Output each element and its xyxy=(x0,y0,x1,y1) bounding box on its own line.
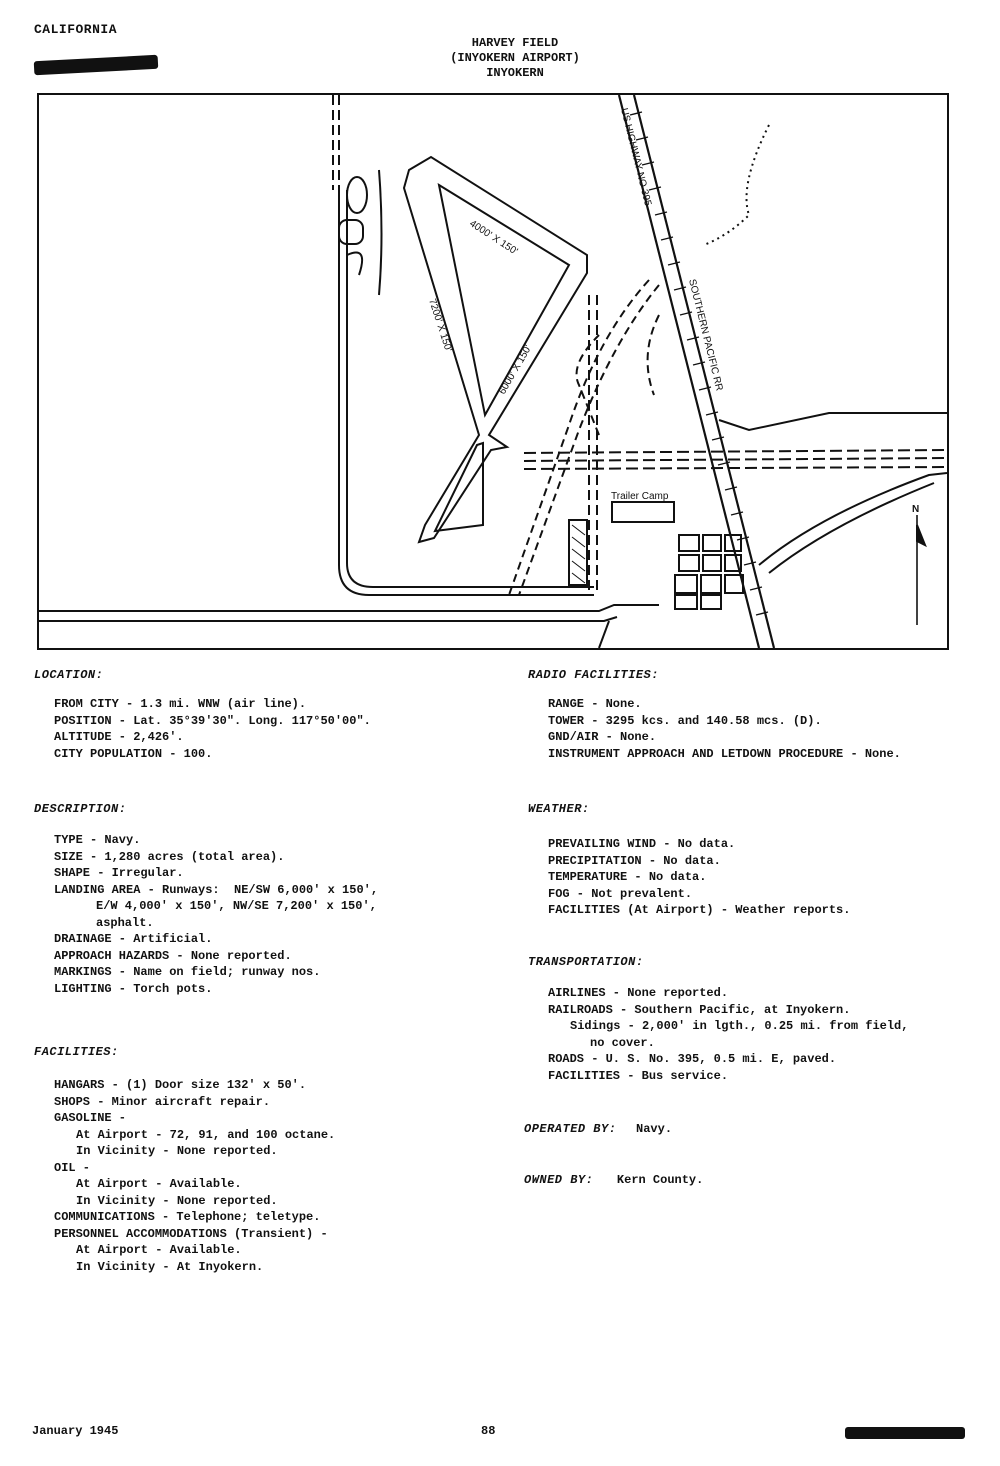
facilities-line: At Airport - Available. xyxy=(76,1177,242,1191)
location-line: FROM CITY - 1.3 mi. WNW (air line). xyxy=(54,697,307,711)
radio-line: INSTRUMENT APPROACH AND LETDOWN PROCEDURE - None. xyxy=(548,746,901,761)
weather-line: TEMPERATURE - No data. xyxy=(548,870,707,884)
description-line: E/W 4,000' x 150', NW/SE 7,200' x 150', xyxy=(96,899,377,913)
description-line: MARKINGS - Name on field; runway nos. xyxy=(54,965,321,979)
transportation-line: Sidings - 2,000' in lgth., 0.25 mi. from field, xyxy=(570,1019,909,1033)
state-heading: CALIFORNIA xyxy=(34,22,118,37)
description-line: LANDING AREA - Runways: NE/SW 6,000' x 150', xyxy=(54,882,379,897)
transportation-line: ROADS - U. S. No. 395, 0.5 mi. E, paved. xyxy=(548,1052,837,1066)
facilities-line: In Vicinity - None reported. xyxy=(76,1144,278,1158)
facilities-line: HANGARS - (1) Door size 132' x 50'. xyxy=(54,1078,307,1092)
radio-line: RANGE - None. xyxy=(548,697,642,711)
page-number: 88 xyxy=(481,1424,496,1438)
radio-line: TOWER - 3295 kcs. and 140.58 mcs. (D). xyxy=(548,713,822,728)
runway-label-nwse: 7200' X 150' xyxy=(426,297,454,354)
weather-line: FOG - Not prevalent. xyxy=(548,886,693,901)
runway-label-ew: 4000' X 150' xyxy=(467,218,520,258)
description-section xyxy=(34,802,504,997)
description-line: SIZE - 1,280 acres (total area). xyxy=(54,849,285,864)
weather-heading: WEATHER: xyxy=(528,802,590,816)
operated-by-row xyxy=(524,1119,964,1138)
description-line: APPROACH HAZARDS - None reported. xyxy=(54,948,292,963)
transportation-line: AIRLINES - None reported. xyxy=(548,986,729,1000)
location-section xyxy=(34,668,504,762)
title-line-1: HARVEY FIELD xyxy=(471,36,559,50)
location-heading: LOCATION: xyxy=(34,668,104,682)
trailer-camp-label: Trailer Camp xyxy=(611,491,669,502)
transportation-line: FACILITIES - Bus service. xyxy=(548,1068,729,1083)
radio-section xyxy=(528,668,968,762)
description-line: DRAINAGE - Artificial. xyxy=(54,932,213,946)
facilities-section xyxy=(34,1045,504,1275)
title-line-3: INYOKERN xyxy=(486,66,544,80)
location-line: ALTITUDE - 2,426'. xyxy=(54,730,184,744)
description-heading: DESCRIPTION: xyxy=(34,802,127,816)
runway-label-nesw: 6000' X 150' xyxy=(497,343,535,397)
airfield-map xyxy=(37,93,949,650)
transportation-heading: TRANSPORTATION: xyxy=(528,955,644,969)
facilities-line: At Airport - 72, 91, and 100 octane. xyxy=(76,1127,336,1142)
transportation-line: RAILROADS - Southern Pacific, at Inyokern. xyxy=(548,1002,851,1017)
facilities-line: PERSONNEL ACCOMMODATIONS (Transient) - xyxy=(54,1226,328,1241)
weather-line: PREVAILING WIND - No data. xyxy=(548,837,736,851)
owned-by-value: Kern County. xyxy=(616,1173,704,1187)
airport-title xyxy=(0,36,1000,81)
operated-by-heading: OPERATED BY: xyxy=(524,1122,617,1136)
description-line: LIGHTING - Torch pots. xyxy=(54,981,213,996)
location-line: POSITION - Lat. 35°39'30". Long. 117°50'00". xyxy=(54,713,371,728)
facilities-line: SHOPS - Minor aircraft repair. xyxy=(54,1094,271,1109)
weather-section xyxy=(528,802,968,919)
facilities-line: In Vicinity - At Inyokern. xyxy=(76,1259,264,1274)
facilities-line: GASOLINE - xyxy=(54,1111,127,1125)
weather-line: FACILITIES (At Airport) - Weather reports. xyxy=(548,903,851,917)
facilities-line: At Airport - Available. xyxy=(76,1243,242,1257)
footer-date: January 1945 xyxy=(32,1424,119,1438)
railroad-label: SOUTHERN PACIFIC RR xyxy=(686,278,725,393)
owned-by-row xyxy=(524,1170,964,1189)
operated-by-value: Navy. xyxy=(636,1122,673,1136)
facilities-heading: FACILITIES: xyxy=(34,1045,119,1059)
redaction-mark xyxy=(845,1427,965,1439)
description-line: asphalt. xyxy=(96,915,154,930)
radio-heading: RADIO FACILITIES: xyxy=(528,668,659,682)
north-label: N xyxy=(912,504,920,515)
location-line: CITY POPULATION - 100. xyxy=(54,746,213,761)
facilities-line: In Vicinity - None reported. xyxy=(76,1193,278,1208)
description-line: TYPE - Navy. xyxy=(54,833,141,847)
weather-line: PRECIPITATION - No data. xyxy=(548,853,721,868)
airfield-map-drawing xyxy=(39,95,947,648)
description-line: SHAPE - Irregular. xyxy=(54,866,184,880)
owned-by-heading: OWNED BY: xyxy=(524,1173,594,1187)
radio-line: GND/AIR - None. xyxy=(548,730,657,744)
title-line-2: (INYOKERN AIRPORT) xyxy=(450,51,580,65)
facilities-line: COMMUNICATIONS - Telephone; teletype. xyxy=(54,1210,321,1224)
facilities-line: OIL - xyxy=(54,1160,91,1175)
transportation-line: no cover. xyxy=(590,1035,655,1050)
transportation-section xyxy=(528,955,968,1084)
highway-label: US HIGHWAY NO 395 xyxy=(618,107,654,208)
